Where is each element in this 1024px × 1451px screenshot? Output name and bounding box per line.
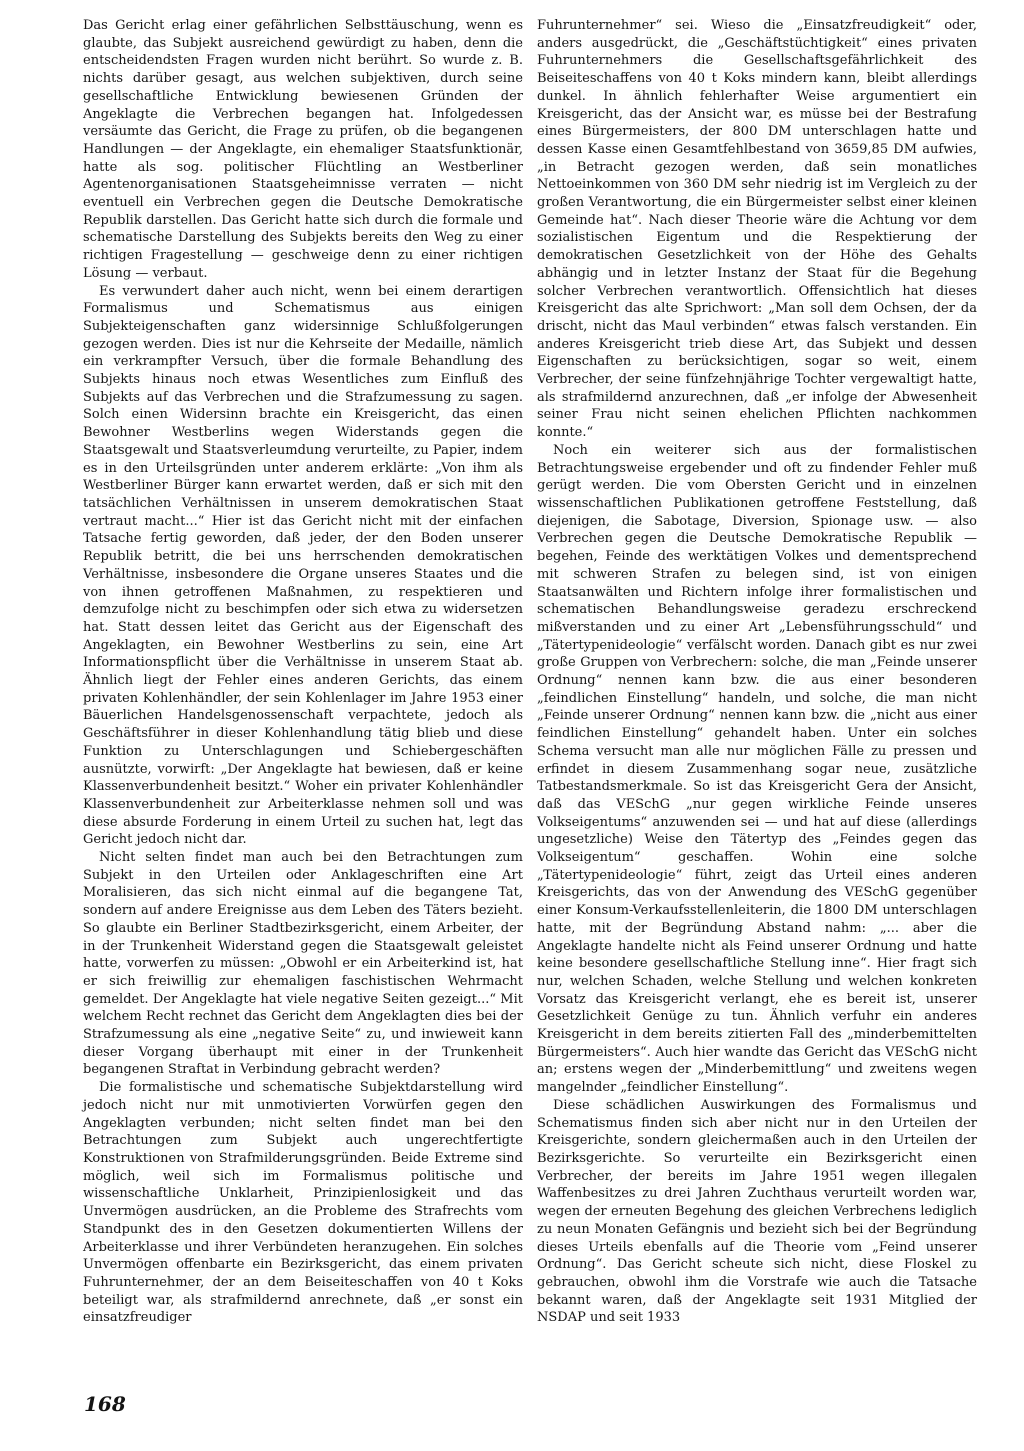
paragraph: Diese schädlichen Auswirkungen des Formalismus und Schematismus finden sich aber nicht nur in den Urteilen der Kreisgerichte, sondern gleichermaßen auch in den Urteilen der Bezirksgerichte. So verurteilte ein Bezirksgericht einen Verbrecher, der bereits im Jahre 1951 wegen illegalen Waffenbesitzes zu drei Jahren Zuchthaus verurteilt worden war, wegen der erneuten Begehung des gleichen Verbrechens lediglich zu neun Monaten Gefängnis und bezieht sich bei der Begründung dieses Urteils ebenfalls auf die Theorie vom „Feind unserer Ordnung“. Das Gericht scheute sich nicht, diese Floskel zu gebrauchen, obwohl ihm die Vorstrafe wie auch die Tatsache bekannt waren, daß der Angeklagte seit 1931 Mitglied der NSDAP und seit 1933 (537, 1097, 977, 1326)
paragraph: Die formalistische und schematische Subjektdarstellung wird jedoch nicht nur mit unmotivierten Vorwürfen gegen den Angeklagten verbunden; nicht selten findet man bei den Betrachtungen zum Subjekt auch ungerechtfertigte Konstruktionen von Strafmilderungsgründen. Beide Extreme sind möglich, weil sich im Formalismus politische und wissenschaftliche Unklarheit, Prinzipienlosigkeit und das Unvermögen ausdrücken, an die Probleme des Strafrechts vom Standpunkt des in den Gesetzen dokumentierten Willens der Arbeiterklasse und ihrer Verbündeten heranzugehen. Ein solches Unvermögen offenbarte ein Bezirksgericht, das einem privaten Fuhrunternehmer, der an dem Beiseiteschaffen von 40 t Koks beteiligt war, als strafmildernd anrechnete, daß „er sonst ein einsatzfreudiger (83, 1080, 523, 1326)
paragraph: Fuhrunternehmer“ sei. Wieso die „Einsatzfreudigkeit“ oder, anders ausgedrückt, die „Geschäftstüchtigkeit“ eines privaten Fuhrunternehmers die Gesellschaftsgefährlichkeit des Beiseiteschaffens von 40 t Koks mindern kann, bleibt allerdings dunkel. In ähnlich fehlerhafter Weise argumentiert ein Kreisgericht, das der Ansicht war, es müsse bei der Bestrafung eines Bürgermeisters, der 800 DM unterschlagen hatte und dessen Kasse einen Gesamtfehlbestand von 3659,85 DM aufwies, „in Betracht gezogen werden, daß sein monatliches Nettoeinkommen von 360 DM sehr niedrig ist im Vergleich zu der großen Verantwortung, die ein Bürgermeister selbst einer kleinen Gemeinde hat“. Nach dieser Theorie wäre die Achtung vor dem sozialistischen Eigentum und die Respektierung der demokratischen Gesetzlichkeit von der Höhe des Gehalts abhängig und in letzter Instanz der Staat für die Begehung solcher Verbrechen verantwortlich. Offensichtlich hat dieses Kreisgericht das alte Sprichwort: „Man soll dem Ochsen, der da drischt, nicht das Maul verbinden“ etwas falsch verstanden. Ein anderes Kreisgericht trieb diese Art, das Subjekt und dessen Eigenschaften zu berücksichtigen, sogar so weit, einem Verbrecher, der seine fünfzehnjährige Tochter vergewaltigt hatte, als strafmildernd anzurechnen, daß „er infolge der Abwesenheit seiner Frau nicht seinen ehelichen Pflichten nachkommen konnte.“ (537, 18, 977, 441)
paragraph: Noch ein weiterer sich aus der formalistischen Betrachtungsweise ergebender und oft zu findender Fehler muß gerügt werden. Die vom Obersten Gericht und in einzelnen wissenschaftlichen Publikationen getroffene Feststellung, daß diejenigen, die Sabotage, Diversion, Spionage usw. — also Verbrechen gegen die Deutsche Demokratische Republik — begehen, Feinde des werktätigen Volkes und dementsprechend mit schweren Strafen zu belegen sind, ist von einigen Staatsanwälten und Richtern infolge ihrer formalistischen und schematischen Behandlungsweise geradezu erschreckend mißverstanden und zu einer Art „Lebensführungsschuld“ und „Tätertypenideologie“ verfälscht worden. Danach gibt es nur zwei große Gruppen von Verbrechern: solche, die man „Feinde unserer Ordnung“ nennen kann bzw. die aus einer besonderen „feindlichen Einstellung“ handeln, und solche, die man nicht „Feinde unserer Ordnung“ nennen kann bzw. die „nicht aus einer feindlichen Einstellung“ gehandelt haben. Unter ein solches Schema versucht man alle nur möglichen Fälle zu pressen und erfindet in diesem Zusammenhang sogar neue, zusätzliche Tatbestandsmerkmale. So ist das Kreisgericht Gera der Ansicht, daß das VESchG „nur gegen wirkliche Feinde unseres Volkseigentums“ anzuwenden sei — und hat auf diese (allerdings ungesetzliche) Weise den Tätertyp des „Feindes gegen das Volkseigentum“ geschaffen. Wohin eine solche „Tätertypenideologie“ führt, zeigt das Urteil eines anderen Kreisgerichts, das von der Anwendung des VESchG gegenüber einer Konsum-Verkaufsstellenleiterin, die 1800 DM unterschlagen hatte, mit der Begründung Abstand nahm: „... aber die Angeklagte handelte nicht als Feind unserer Ordnung und hatte keine besondere gesellschaftliche Stellung inne“. Hier fragt sich nur, welchen Schaden, welche Stellung und welchen konkreten Vorsatz das Kreisgericht verlangt, ehe es bereit ist, unserer Gesetzlichkeit Genüge zu tun. Ähnlich verfuhr ein anderes Kreisgericht in dem bereits zitierten Fall des „minderbemittelten Bürgermeisters“. Auch hier wandte das Gericht das VESchG nicht an; erstens wegen der „Minderbemittlung“ und zweitens wegen mangelnder „feindlicher Einstellung“. (537, 442, 977, 1096)
page-number: 168 (84, 1392, 126, 1416)
paragraph: Nicht selten findet man auch bei den Betrachtungen zum Subjekt in den Urteilen oder Anklageschriften eine Art Moralisieren, das sich nicht einmal auf die begangene Tat, sondern auf andere Ereignisse aus dem Leben des Täters bezieht. So glaubte ein Berliner Stadtbezirksgericht, einem Arbeiter, der in der Trunkenheit Widerstand gegen die Staatsgewalt geleistet hatte, vorwerfen zu müssen: „Obwohl er ein Arbeiterkind ist, hat er sich freiwillig zur ehemaligen faschistischen Wehrmacht gemeldet. Der Angeklagte hat viele negative Seiten gezeigt...“ Mit welchem Recht rechnet das Gericht dem Angeklagten dies bei der Strafzumessung als eine „negative Seite“ zu, und inwieweit kann dieser Vorgang überhaupt mit einer in der Trunkenheit begangenen Straftat in Verbindung gebracht werden? (83, 850, 523, 1078)
paragraph: Es verwundert daher auch nicht, wenn bei einem derartigen Formalismus und Schematismus aus einigen Subjekteigenschaften ganz widersinnige Schlußfolgerungen gezogen werden. Dies ist nur die Kehrseite der Medaille, nämlich ein verkrampfter Versuch, über die formale Behandlung des Subjekts hinaus noch etwas Wesentliches zum Einfluß des Subjekts auf das Verbrechen und die Strafzumessung zu sagen. Solch einen Widersinn brachte ein Kreisgericht, das einen Bewohner Westberlins wegen Widerstands gegen die Staatsgewalt und Staatsverleumdung verurteilte, zu Papier, indem es in den Urteilsgründen unter anderem erklärte: „Von ihm als Westberliner Bürger kann erwartet werden, daß er sich mit den tatsächlichen Verhältnissen in unserem demokratischen Staat vertraut macht...“ Hier ist das Gericht nicht mit der einfachen Tatsache fertig geworden, daß jeder, der den Boden unserer Republik betritt, die bei uns herrschenden demokratischen Verhältnisse, insbesondere die Organe unseres Staates und die von ihnen getroffenen Maßnahmen, zu respektieren und demzufolge nicht zu beschimpfen oder sich etwa zu widersetzen hat. Statt dessen leitet das Gericht aus der Eigenschaft des Angeklagten, ein Bewohner Westberlins zu sein, eine Art Informationspflicht über die Verhältnisse in unserem Staat ab. Ähnlich liegt der Fehler eines anderen Gerichts, das einem privaten Kohlenhändler, der sein Kohlenlager im Jahre 1953 einer Bäuerlichen Handelsgenossenschaft verpachtete, jedoch als Geschäftsführer in dieser Kohlenhandlung tätig blieb und diese Funktion zu Unterschlagungen und Schiebergeschäften ausnützte, vorwirft: „Der Angeklagte hat bewiesen, daß er keine Klassenverbundenheit besitzt.“ Woher ein privater Kohlenhändler Klassenverbundenheit zur Arbeiterklasse nehmen soll und was diese absurde Forderung in einem Urteil zu suchen hat, legt das Gericht jedoch nicht dar. (83, 283, 523, 848)
paragraph: Das Gericht erlag einer gefährlichen Selbsttäuschung, wenn es glaubte, das Subjekt ausreichend gewürdigt zu haben, denn die entscheidendsten Fragen wurden nicht berührt. So wurde z. B. nichts darüber gesagt, aus welchen subjektiven, durch seine gesellschaftliche Entwicklung bewiesenen Gründen der Angeklagte die Verbrechen begangen hat. Infolgedessen versäumte das Gericht, die Frage zu prüfen, ob die begangenen Handlungen — der Angeklagte, ein ehemaliger Staatsfunktionär, hatte als sog. politischer Flüchtling an Westberliner Agentenorganisationen Staatsgeheimnisse verraten — nicht eventuell ein Verbrechen gegen die Deutsche Demokratische Republik darstellen. Das Gericht hatte sich durch die formale und schematische Darstellung des Subjekts bereits den Weg zu einer richtigen Fragestellung — geschweige denn zu einer richtigen Lösung — verbaut. (83, 18, 523, 281)
right-column (537, 17, 977, 1327)
left-column (83, 17, 523, 1327)
